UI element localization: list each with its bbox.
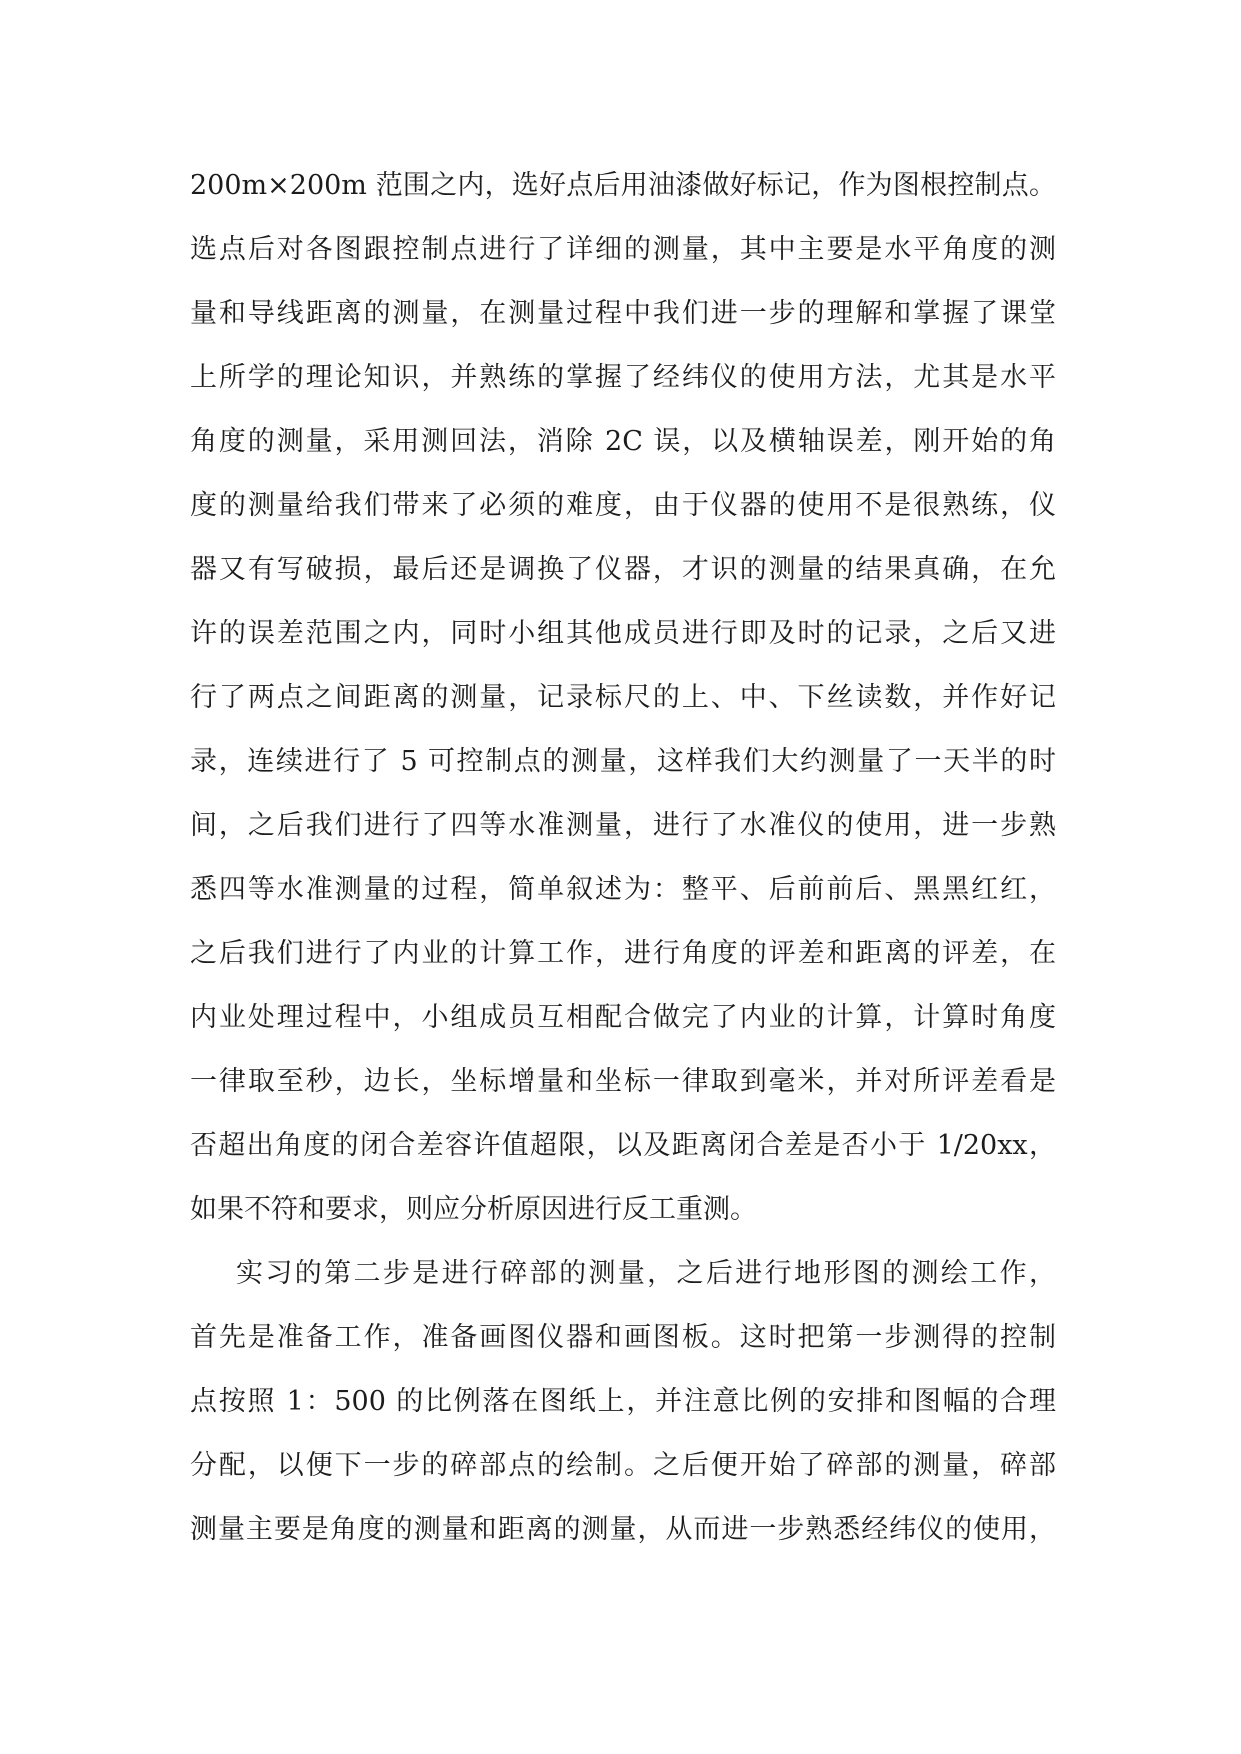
text-line: 间，之后我们进行了四等水准测量，进行了水准仪的使用，进一步熟 (190, 810, 1056, 841)
text-line: 角度的测量，采用测回法，消除 2C 误，以及横轴误差，刚开始的角 (190, 426, 1056, 457)
text-line: 内业处理过程中，小组成员互相配合做完了内业的计算，计算时角度 (190, 1002, 1056, 1033)
text-line: 上所学的理论知识，并熟练的掌握了经纬仪的使用方法，尤其是水平 (190, 362, 1056, 393)
text-line: 行了两点之间距离的测量，记录标尺的上、中、下丝读数，并作好记 (190, 682, 1056, 713)
text-line: 测量主要是角度的测量和距离的测量，从而进一步熟悉经纬仪的使用， (190, 1514, 1056, 1545)
text-line: 如果不符和要求，则应分析原因进行反工重测。 (190, 1194, 757, 1225)
body-text (190, 154, 1056, 1562)
text-line: 器又有写破损，最后还是调换了仪器，才识的测量的结果真确，在允 (190, 554, 1056, 585)
text-line: 点按照 1：500 的比例落在图纸上，并注意比例的安排和图幅的合理 (190, 1386, 1056, 1417)
text-line: 分配，以便下一步的碎部点的绘制。之后便开始了碎部的测量，碎部 (190, 1450, 1056, 1481)
text-line: 200m×200m 范围之内，选好点后用油漆做好标记，作为图根控制点。 (190, 170, 1056, 201)
text-line: 悉四等水准测量的过程，简单叙述为：整平、后前前后、黑黑红红， (190, 874, 1056, 905)
text-line: 一律取至秒，边长，坐标增量和坐标一律取到毫米，并对所评差看是 (190, 1066, 1056, 1097)
text-line: 之后我们进行了内业的计算工作，进行角度的评差和距离的评差，在 (190, 938, 1056, 969)
paragraph-start-line: 实习的第二步是进行碎部的测量，之后进行地形图的测绘工作， (236, 1258, 1056, 1289)
text-line: 首先是准备工作，准备画图仪器和画图板。这时把第一步测得的控制 (190, 1322, 1056, 1353)
text-line: 选点后对各图跟控制点进行了详细的测量，其中主要是水平角度的测 (190, 234, 1056, 265)
text-line: 录，连续进行了 5 可控制点的测量，这样我们大约测量了一天半的时 (190, 746, 1056, 777)
text-line: 度的测量给我们带来了必须的难度，由于仪器的使用不是很熟练，仪 (190, 490, 1056, 521)
text-line: 否超出角度的闭合差容许值超限，以及距离闭合差是否小于 1/20xx， (190, 1130, 1056, 1161)
text-line: 量和导线距离的测量，在测量过程中我们进一步的理解和掌握了课堂 (190, 298, 1056, 329)
text-line: 许的误差范围之内，同时小组其他成员进行即及时的记录，之后又进 (190, 618, 1056, 649)
